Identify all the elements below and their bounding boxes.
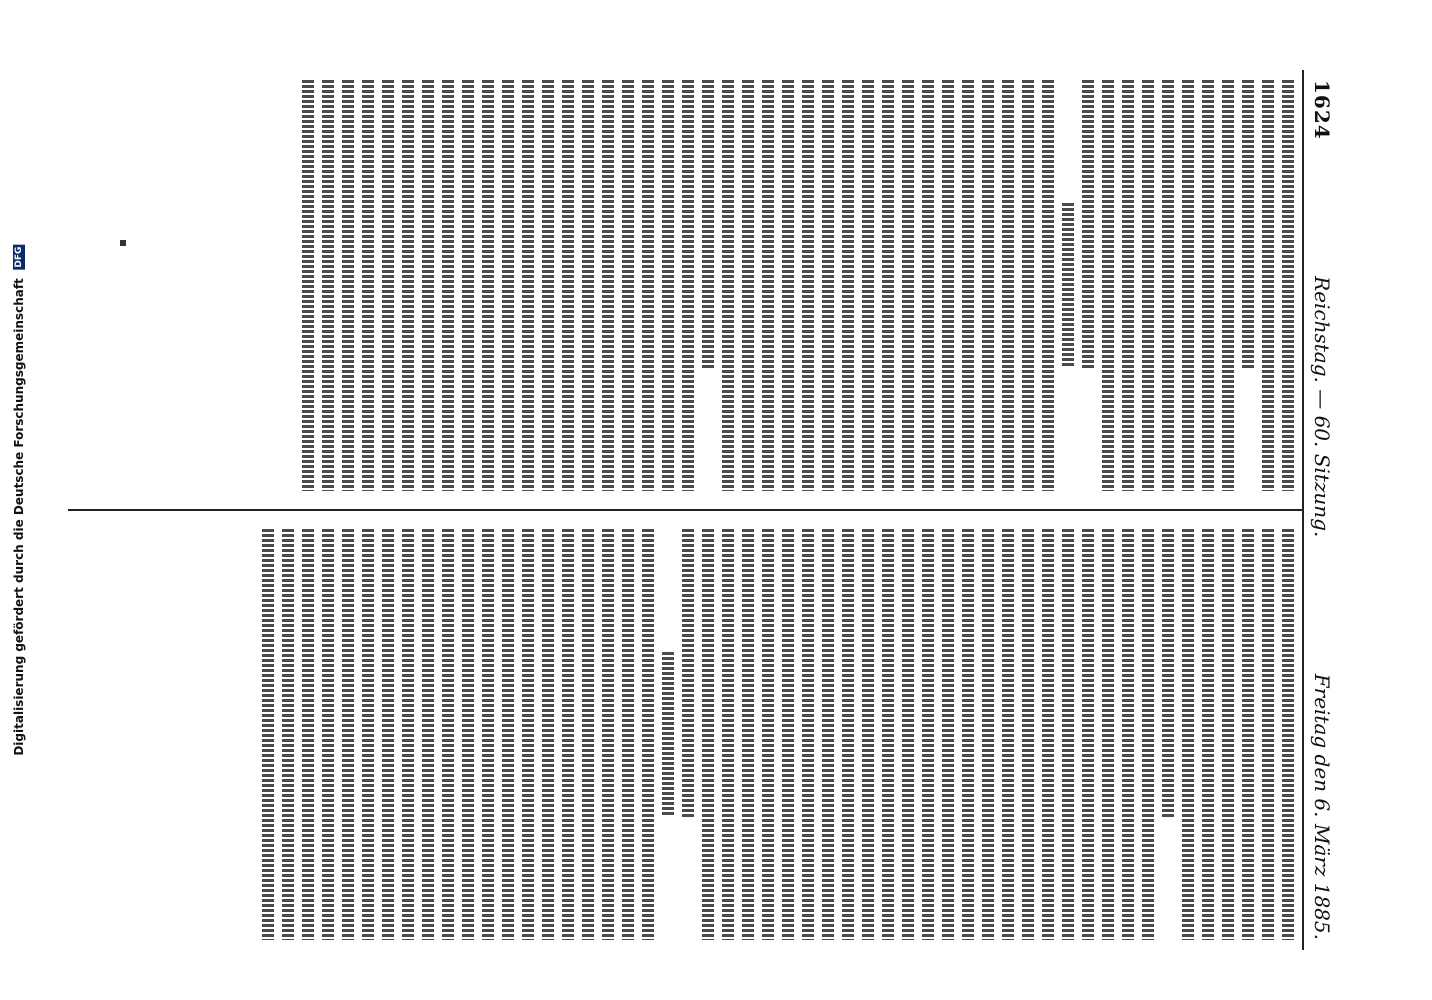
credit-text: Digitalisierung gefördert durch die Deutsche Forschungsgemeinschaft — [12, 277, 26, 756]
running-header — [1302, 70, 1344, 950]
footer-credit — [8, 0, 30, 1000]
page-number: 1624 — [1310, 80, 1334, 140]
rotated-document — [58, 70, 1358, 950]
session-date: Freitag den 6. März 1885. — [1310, 673, 1334, 940]
dfg-logo: DFG — [14, 246, 24, 268]
session-title: Reichstag. — 60. Sitzung. — [1310, 276, 1334, 538]
left-column — [68, 80, 1302, 491]
text-columns — [68, 80, 1302, 940]
right-column — [68, 529, 1302, 940]
column-divider — [68, 509, 1302, 511]
